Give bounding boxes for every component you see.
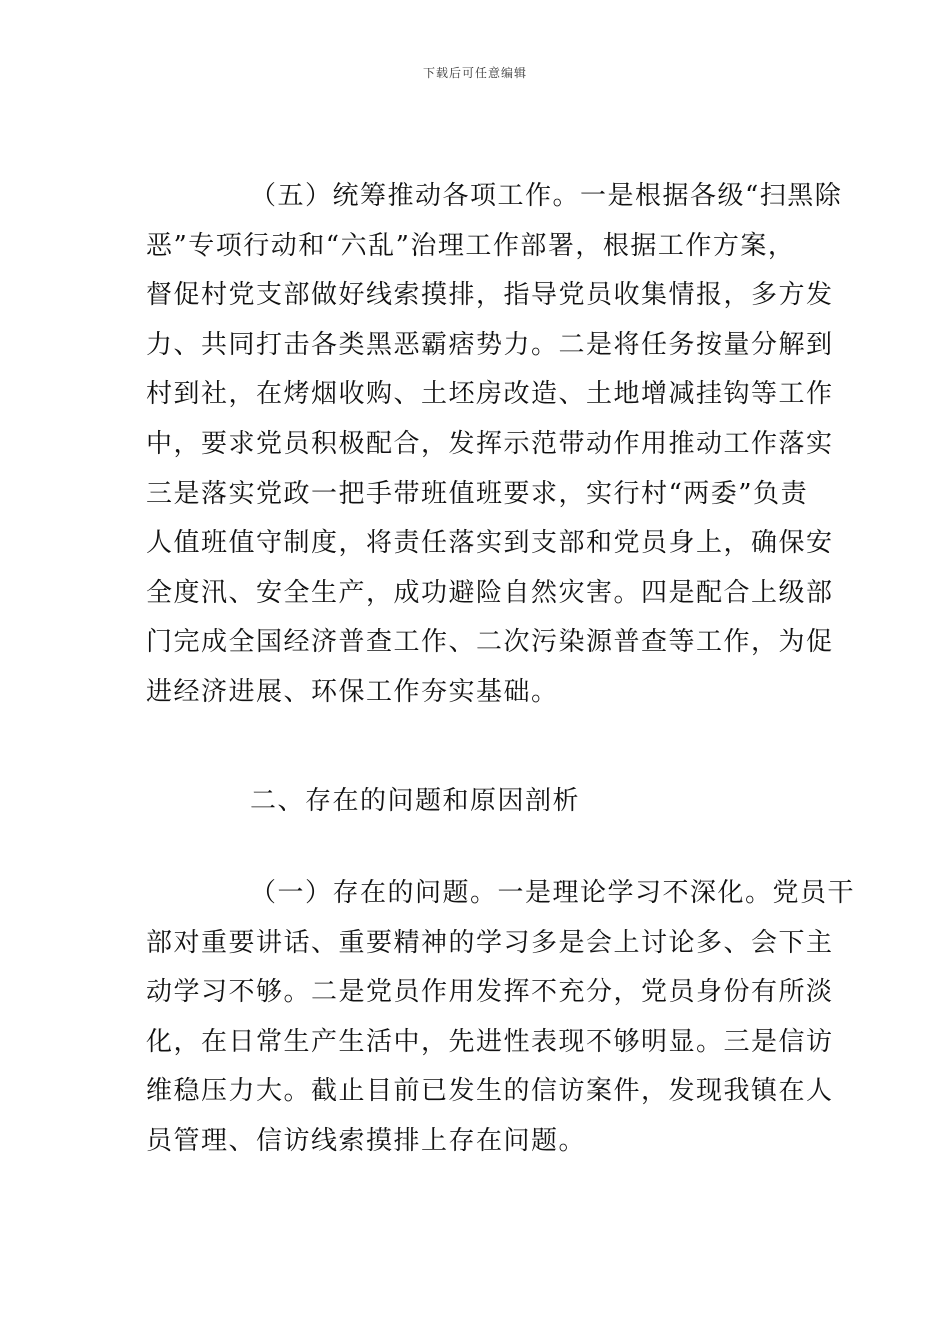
- text-line: 全度汛、安全生产，成功避险自然灾害。四是配合上级部: [146, 577, 834, 608]
- text-line: 进经济进展、环保工作夯实基础。: [146, 676, 559, 707]
- text-line: （五）统筹推动各项工作。一是根据各级“扫黑除: [250, 181, 843, 211]
- text-line: 维稳压力大。截止目前已发生的信访案件，发现我镇在人: [146, 1076, 834, 1107]
- text-line: 三是落实党政一把手带班值班要求，实行村“两委”负责: [146, 478, 809, 509]
- text-line: （一）存在的问题。一是理论学习不深化。党员干: [250, 878, 856, 908]
- text-line: 恶”专项行动和“六乱”治理工作部署，根据工作方案，: [146, 230, 796, 261]
- text-line: 中，要求党员积极配合，发挥示范带动作用推动工作落实: [146, 428, 834, 459]
- text-line: 督促村党支部做好线索摸排，指导党员收集情报，多方发: [146, 280, 834, 311]
- text-line: 力、共同打击各类黑恶霸痞势力。二是将任务按量分解到: [146, 329, 834, 360]
- text-line: 人值班值守制度，将责任落实到支部和党员身上，确保安: [146, 528, 834, 559]
- paragraph-section-five: [146, 172, 843, 718]
- text-line: 村到社，在烤烟收购、土坯房改造、土地增减挂钩等工作: [146, 379, 834, 410]
- text-line: 化，在日常生产生活中，先进性表现不够明显。三是信访: [146, 1026, 834, 1057]
- paragraph-section-one: [146, 869, 856, 1167]
- text-line: 门完成全国经济普查工作、二次污染源普查等工作，为促: [146, 627, 834, 658]
- page-header: 下载后可任意编辑: [422, 66, 527, 80]
- section-heading: 二、存在的问题和原因剖析: [250, 786, 581, 816]
- text-line: 部对重要讲话、重要精神的学习多是会上讨论多、会下主: [146, 927, 834, 958]
- text-line: 动学习不够。二是党员作用发挥不充分，党员身份有所淡: [146, 977, 834, 1008]
- text-line: 员管理、信访线索摸排上存在问题。: [146, 1125, 587, 1156]
